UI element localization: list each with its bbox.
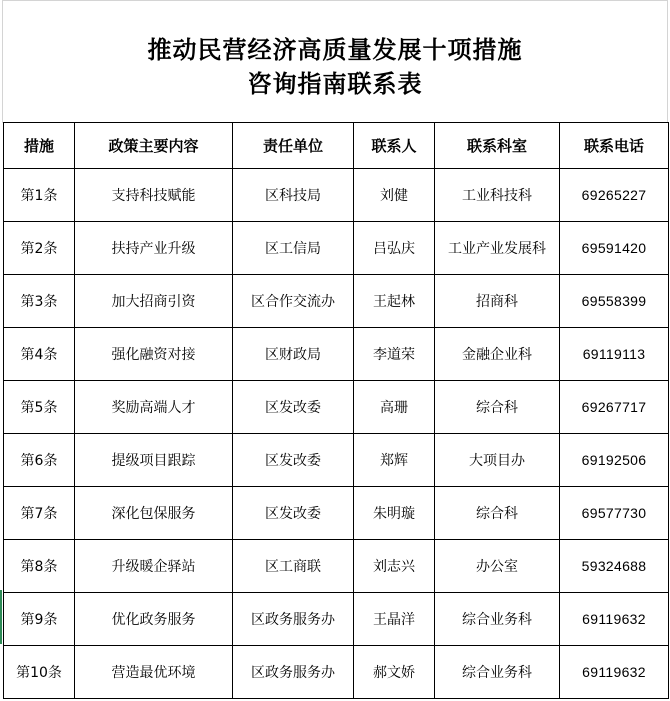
title-line-1: 推动民营经济高质量发展十项措施 [147, 36, 523, 64]
cell-measure[interactable]: 第1条 [4, 169, 75, 222]
cell-unit[interactable]: 区合作交流办 [233, 275, 354, 328]
cell-department[interactable]: 金融企业科 [435, 328, 560, 381]
cell-contact[interactable]: 王晶洋 [354, 593, 435, 646]
cell-department[interactable]: 招商科 [435, 275, 560, 328]
cell-unit[interactable]: 区工商联 [233, 540, 354, 593]
cell-department[interactable]: 办公室 [435, 540, 560, 593]
cell-department[interactable]: 综合业务科 [435, 646, 560, 699]
cell-department[interactable]: 综合科 [435, 487, 560, 540]
cell-policy[interactable]: 支持科技赋能 [75, 169, 233, 222]
cell-policy[interactable]: 升级暖企驿站 [75, 540, 233, 593]
cell-contact[interactable]: 朱明璇 [354, 487, 435, 540]
header-cell-department[interactable]: 联系科室 [435, 123, 560, 169]
header-cell-contact[interactable]: 联系人 [354, 123, 435, 169]
header-row [4, 123, 669, 169]
header-cell-unit[interactable]: 责任单位 [233, 123, 354, 169]
cell-measure[interactable]: 第6条 [4, 434, 75, 487]
cell-phone[interactable]: 69119632 [560, 593, 669, 646]
cell-measure[interactable]: 第4条 [4, 328, 75, 381]
cell-unit[interactable]: 区发改委 [233, 434, 354, 487]
cell-phone[interactable]: 69577730 [560, 487, 669, 540]
cell-contact[interactable]: 高珊 [354, 381, 435, 434]
cell-contact[interactable]: 刘志兴 [354, 540, 435, 593]
cell-measure[interactable]: 第2条 [4, 222, 75, 275]
cell-measure[interactable]: 第8条 [4, 540, 75, 593]
cell-department[interactable]: 工业产业发展科 [435, 222, 560, 275]
selection-marker [0, 590, 2, 644]
cell-unit[interactable]: 区政务服务办 [233, 593, 354, 646]
cell-policy[interactable]: 扶持产业升级 [75, 222, 233, 275]
table-row [4, 593, 669, 646]
table-row [4, 169, 669, 222]
contact-table [3, 122, 669, 699]
table-row [4, 487, 669, 540]
header-cell-policy[interactable]: 政策主要内容 [75, 123, 233, 169]
header-cell-measure[interactable]: 措施 [4, 123, 75, 169]
cell-phone[interactable]: 69265227 [560, 169, 669, 222]
cell-policy[interactable]: 奖励高端人才 [75, 381, 233, 434]
cell-contact[interactable]: 吕弘庆 [354, 222, 435, 275]
cell-contact[interactable]: 王起林 [354, 275, 435, 328]
cell-unit[interactable]: 区政务服务办 [233, 646, 354, 699]
table-row [4, 328, 669, 381]
table-row [4, 381, 669, 434]
cell-unit[interactable]: 区工信局 [233, 222, 354, 275]
cell-phone[interactable]: 59324688 [560, 540, 669, 593]
cell-policy[interactable]: 营造最优环境 [75, 646, 233, 699]
cell-unit[interactable]: 区发改委 [233, 381, 354, 434]
cell-policy[interactable]: 深化包保服务 [75, 487, 233, 540]
cell-department[interactable]: 综合业务科 [435, 593, 560, 646]
cell-department[interactable]: 工业科技科 [435, 169, 560, 222]
cell-phone[interactable]: 69192506 [560, 434, 669, 487]
cell-department[interactable]: 综合科 [435, 381, 560, 434]
cell-phone[interactable]: 69267717 [560, 381, 669, 434]
table-row [4, 540, 669, 593]
table-row [4, 434, 669, 487]
title-cell[interactable] [2, 0, 668, 123]
cell-contact[interactable]: 郝文娇 [354, 646, 435, 699]
table-row [4, 222, 669, 275]
cell-measure[interactable]: 第3条 [4, 275, 75, 328]
cell-phone[interactable]: 69558399 [560, 275, 669, 328]
cell-measure[interactable]: 第7条 [4, 487, 75, 540]
cell-policy[interactable]: 提级项目跟踪 [75, 434, 233, 487]
cell-measure[interactable]: 第10条 [4, 646, 75, 699]
cell-contact[interactable]: 郑辉 [354, 434, 435, 487]
cell-policy[interactable]: 加大招商引资 [75, 275, 233, 328]
cell-unit[interactable]: 区发改委 [233, 487, 354, 540]
cell-measure[interactable]: 第5条 [4, 381, 75, 434]
cell-policy[interactable]: 强化融资对接 [75, 328, 233, 381]
cell-policy[interactable]: 优化政务服务 [75, 593, 233, 646]
cell-contact[interactable]: 刘健 [354, 169, 435, 222]
cell-unit[interactable]: 区科技局 [233, 169, 354, 222]
header-cell-phone[interactable]: 联系电话 [560, 123, 669, 169]
cell-department[interactable]: 大项目办 [435, 434, 560, 487]
cell-phone[interactable]: 69591420 [560, 222, 669, 275]
title-line-2: 咨询指南联系表 [247, 70, 423, 98]
cell-measure[interactable]: 第9条 [4, 593, 75, 646]
cell-phone[interactable]: 69119632 [560, 646, 669, 699]
table-row [4, 275, 669, 328]
cell-unit[interactable]: 区财政局 [233, 328, 354, 381]
table-row [4, 646, 669, 699]
cell-phone[interactable]: 69119113 [560, 328, 669, 381]
cell-contact[interactable]: 李道荣 [354, 328, 435, 381]
